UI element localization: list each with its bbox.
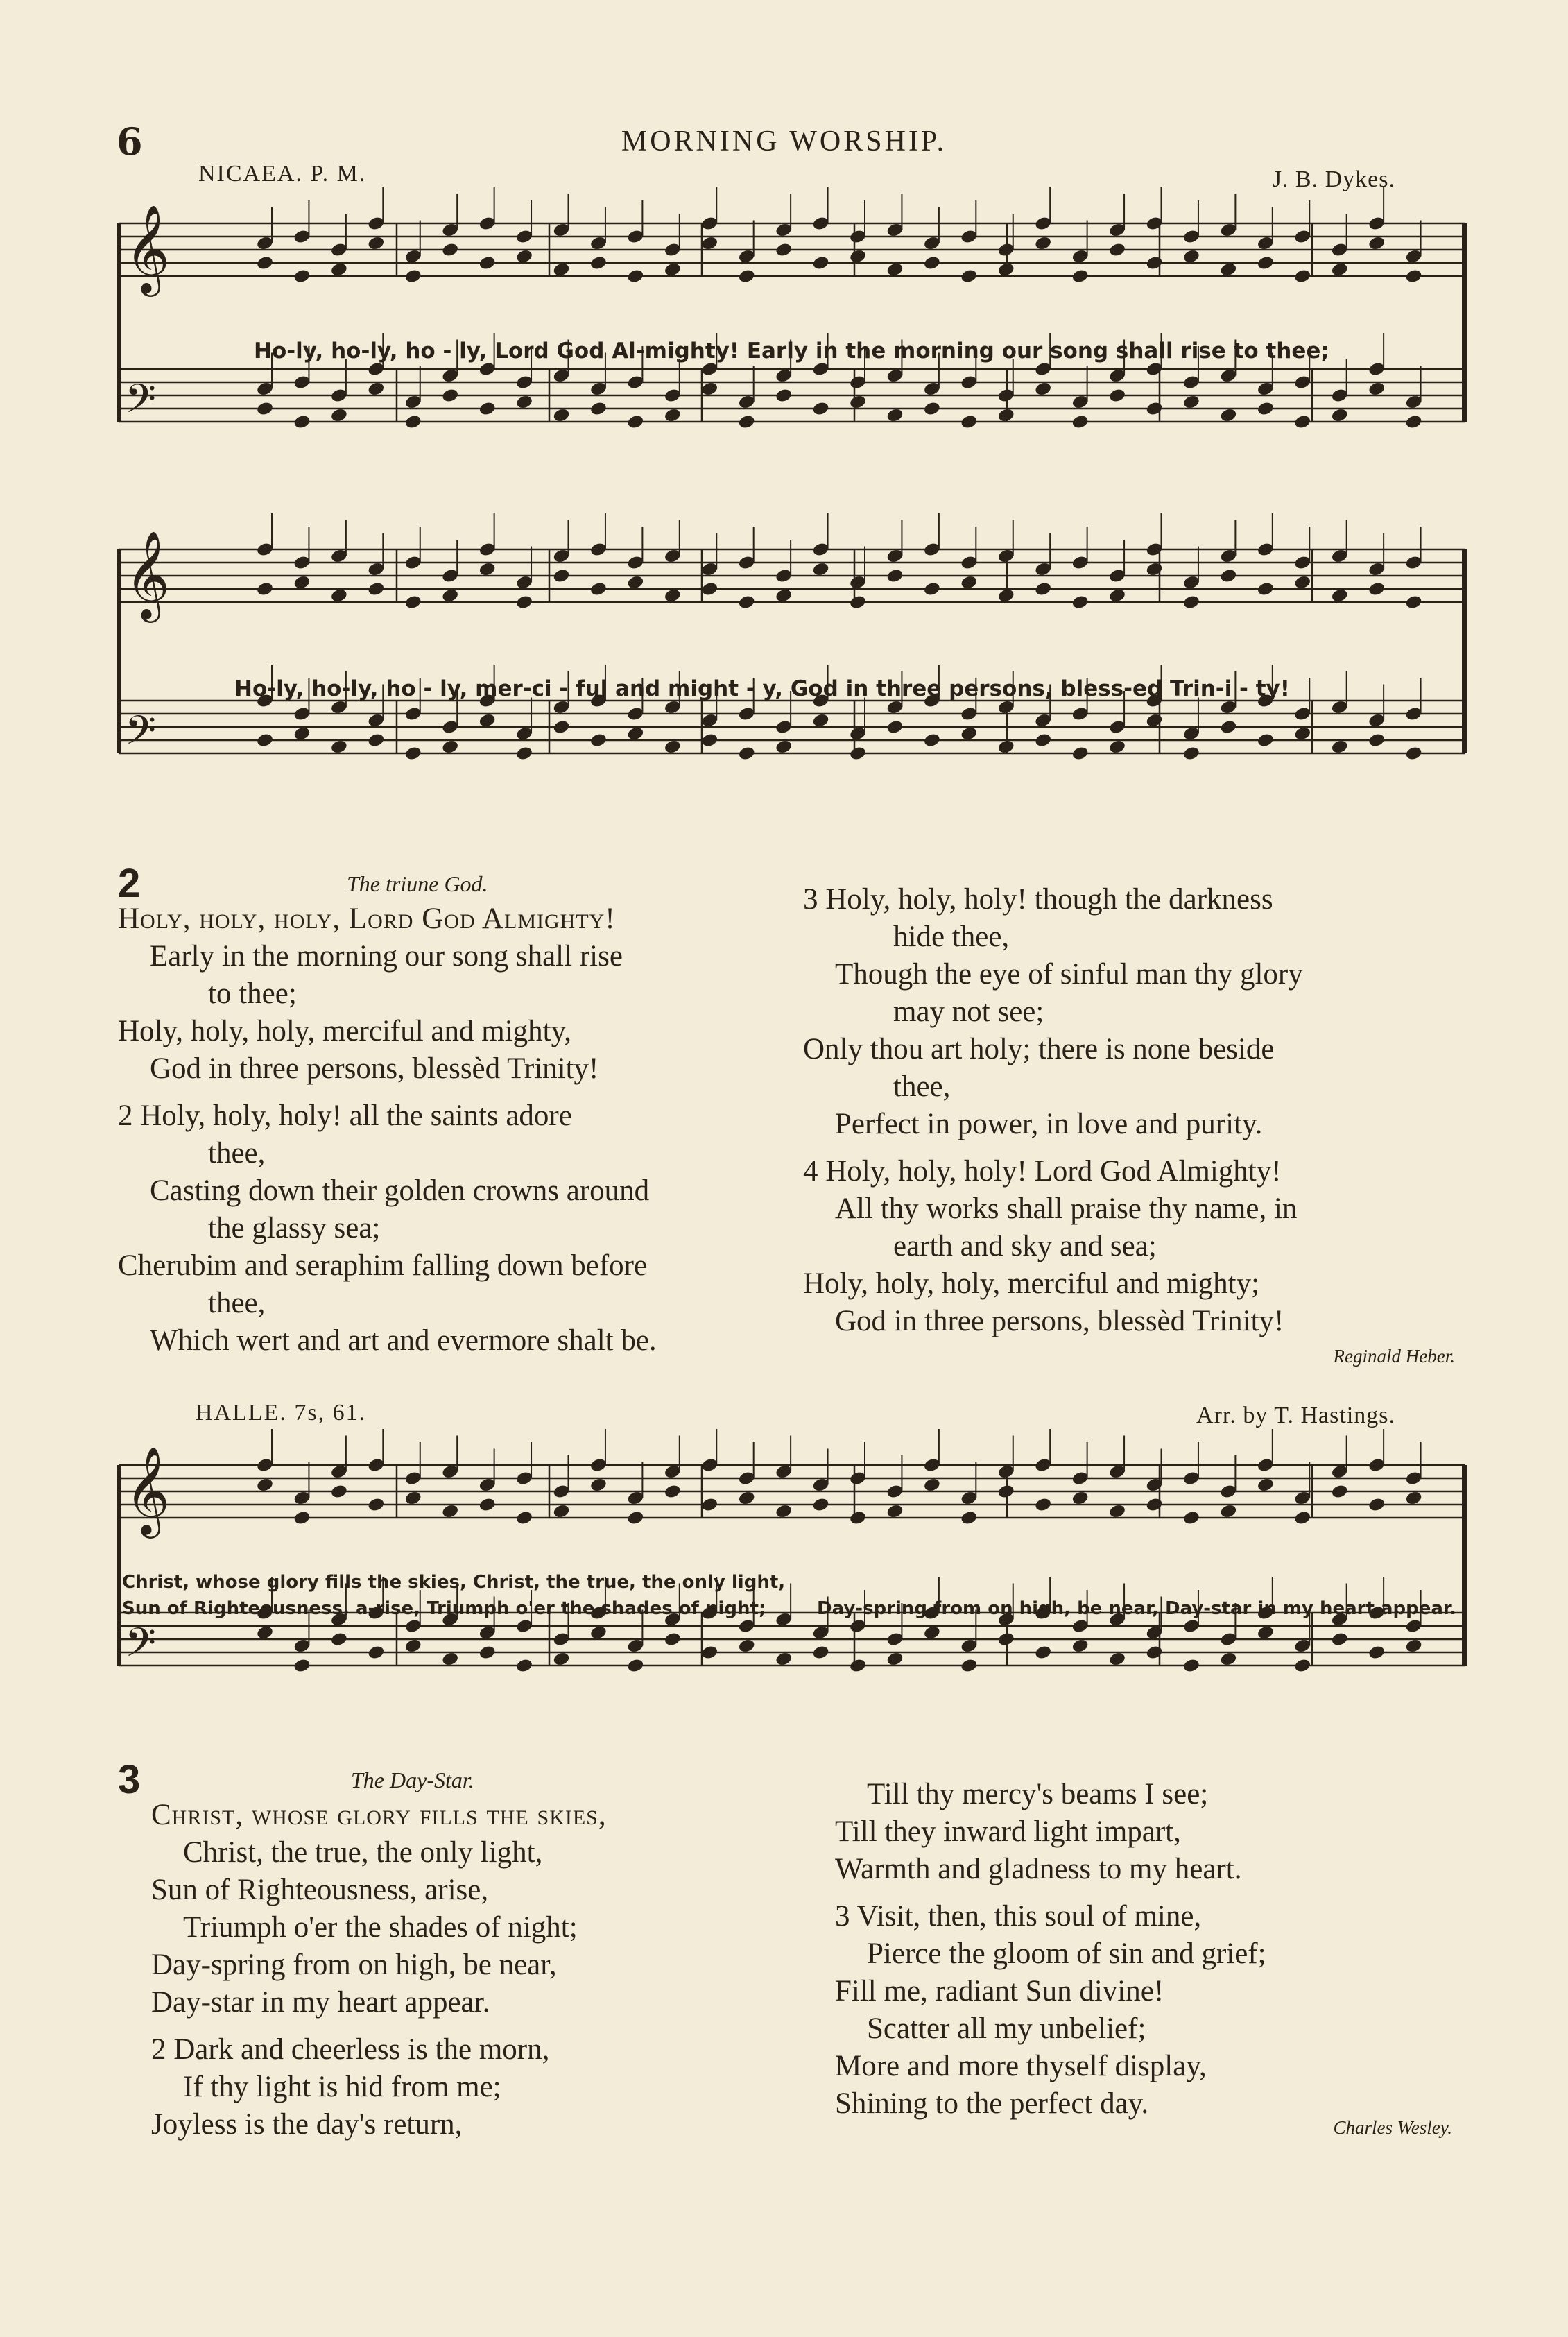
verse-line: Only thou art holy; there is none beside <box>803 1033 1275 1065</box>
verse-line: Christ, the true, the only light, <box>183 1836 543 1869</box>
verse-line: Till thy mercy's beams I see; <box>867 1778 1209 1810</box>
note-head <box>664 1632 682 1647</box>
lyric-underlay-3a: Christ, whose glory fills the skies, Christ, the true, the only light, <box>122 1572 786 1593</box>
note-head <box>1293 1510 1311 1526</box>
note-head <box>1257 1477 1275 1493</box>
note-head <box>1368 1497 1386 1513</box>
note-head <box>626 1510 644 1526</box>
lyric-underlay-3b: Sun of Righteousness, a-rise, Triumph o'er the shades of night; <box>122 1598 766 1619</box>
note-head <box>1071 1490 1089 1506</box>
composer-hastings: Arr. by T. Hastings. <box>1196 1403 1395 1428</box>
note-head <box>626 1658 644 1674</box>
verse-line: the glassy sea; <box>208 1212 381 1244</box>
verse-line: More and more thyself display, <box>835 2050 1207 2082</box>
note-head <box>479 1497 497 1513</box>
note-head <box>849 1658 867 1674</box>
verse-line: thee, <box>208 1137 266 1170</box>
verse-line: 2 Dark and cheerless is the morn, <box>151 2033 550 2066</box>
note-head <box>441 1651 459 1667</box>
page-number: 6 <box>117 119 143 164</box>
treble-clef-icon: 𝄞 <box>125 530 171 619</box>
hymn-subtitle-triune: The triune God. <box>347 871 488 896</box>
note-head <box>1219 1651 1237 1667</box>
note-head <box>367 1645 385 1661</box>
verse-line: Warmth and gladness to my heart. <box>835 1853 1242 1885</box>
note-head <box>1182 1658 1200 1674</box>
note-head <box>738 1638 756 1654</box>
bass-clef-icon: 𝄢 <box>125 707 157 764</box>
verse-line: Shining to the perfect day. <box>835 2087 1149 2120</box>
tune-name-nicaea: NICAEA. P. M. <box>198 161 367 187</box>
note-head <box>1368 1645 1386 1661</box>
verse-line: 4 Holy, holy, holy! Lord God Almighty! <box>803 1155 1282 1188</box>
note-head <box>960 1510 978 1526</box>
note-head <box>1145 1645 1163 1661</box>
verse-line: 3 Holy, holy, holy! though the darkness <box>803 883 1273 916</box>
author-heber: Reginald Heber. <box>1333 1346 1455 1367</box>
author-wesley: Charles Wesley. <box>1333 2117 1452 2138</box>
verse-line: Holy, holy, holy, Lord God Almighty! <box>118 902 616 935</box>
note-head <box>589 1477 608 1493</box>
lyric-underlay-line-1: Ho-ly, ho-ly, ho - ly, Lord God Al-mighty! Early in the morning our song shall rise to thee; <box>254 339 1329 363</box>
note-head <box>1034 1497 1052 1513</box>
verse-line: Holy, holy, holy, merciful and mighty, <box>118 1015 572 1047</box>
note-head <box>330 1632 348 1647</box>
note-head <box>1293 1658 1311 1674</box>
verse-line: Perfect in power, in love and purity. <box>835 1108 1263 1140</box>
tune-name-halle: HALLE. 7s, 61. <box>196 1400 367 1426</box>
note-head <box>775 1651 793 1667</box>
note-head <box>923 1477 941 1493</box>
note-head <box>997 1484 1015 1500</box>
note-head <box>1404 1638 1422 1654</box>
verse-line: Casting down their golden crowns around <box>150 1174 650 1207</box>
note-head <box>1404 1490 1422 1506</box>
note-head <box>256 1477 274 1493</box>
verse-line: God in three persons, blessèd Trinity! <box>150 1052 599 1085</box>
note-head <box>515 1510 533 1526</box>
verse-line: Christ, whose glory fills the skies, <box>151 1799 607 1831</box>
hymn2-verses-left <box>151 1797 607 2143</box>
note-head <box>552 1651 570 1667</box>
bass-clef-icon: 𝄢 <box>125 375 157 432</box>
note-head <box>367 1497 385 1513</box>
note-head <box>256 1625 274 1641</box>
verse-line: Pierce the gloom of sin and grief; <box>867 1937 1266 1970</box>
verse-line: Triumph o'er the shades of night; <box>183 1911 578 1944</box>
verse-line: Till they inward light impart, <box>835 1815 1181 1848</box>
lyric-underlay-3c: Day-spring from on high, be near, Day-star in my heart appear. <box>817 1598 1456 1619</box>
verse-line: thee, <box>893 1070 951 1103</box>
verse-line: Early in the morning our song shall rise <box>150 940 623 973</box>
note-head <box>997 1632 1015 1647</box>
verse-line: If thy light is hid from me; <box>183 2071 501 2103</box>
note-head <box>1219 1503 1237 1519</box>
note-head <box>1145 1497 1163 1513</box>
verse-line: hide thee, <box>893 921 1010 953</box>
note-head <box>700 1497 718 1513</box>
note-head <box>1331 1632 1349 1647</box>
note-head <box>1108 1651 1126 1667</box>
note-head <box>1108 1503 1126 1519</box>
note-head <box>811 1645 829 1661</box>
note-head <box>775 1503 793 1519</box>
note-head <box>1257 1625 1275 1641</box>
hymn-number-2: 2 <box>118 861 141 906</box>
verse-line: Holy, holy, holy, merciful and mighty; <box>803 1267 1260 1300</box>
verse-line: thee, <box>208 1287 266 1319</box>
note-head <box>886 1651 904 1667</box>
note-head <box>589 1625 608 1641</box>
verse-line: 3 Visit, then, this soul of mine, <box>835 1900 1202 1933</box>
note-head <box>330 1484 348 1500</box>
note-head <box>664 1484 682 1500</box>
hymn-subtitle-daystar: The Day-Star. <box>351 1767 474 1792</box>
note-head <box>1071 1638 1089 1654</box>
verse-line: Day-spring from on high, be near, <box>151 1949 557 1981</box>
verse-line: Sun of Righteousness, arise, <box>151 1874 489 1906</box>
hymn2-verses-right <box>835 1776 1266 2123</box>
verse-line: earth and sky and sea; <box>893 1230 1157 1262</box>
note-head <box>923 1625 941 1641</box>
note-head <box>293 1658 311 1674</box>
verse-line: Scatter all my unbelief; <box>867 2012 1146 2045</box>
hymn-number-3: 3 <box>118 1757 141 1802</box>
note-head <box>441 1503 459 1519</box>
note-head <box>1182 1510 1200 1526</box>
verse-line: Day-star in my heart appear. <box>151 1986 490 2019</box>
staff <box>119 1429 1465 1539</box>
verse-line: to thee; <box>208 977 297 1010</box>
note-head <box>811 1497 829 1513</box>
verse-line: All thy works shall praise thy name, in <box>835 1192 1298 1225</box>
note-head <box>886 1503 904 1519</box>
note-head <box>515 1658 533 1674</box>
note-head <box>404 1490 422 1506</box>
verse-line: God in three persons, blessèd Trinity! <box>835 1305 1284 1337</box>
treble-clef-icon: 𝄞 <box>125 1446 171 1534</box>
note-head <box>293 1510 311 1526</box>
verse-line: may not see; <box>893 995 1044 1028</box>
verse-line: Cherubim and seraphim falling down before <box>118 1249 648 1282</box>
note-head <box>1034 1645 1052 1661</box>
bass-clef-icon: 𝄢 <box>125 1619 157 1676</box>
note-head <box>849 1510 867 1526</box>
composer-dykes: J. B. Dykes. <box>1272 166 1395 192</box>
running-head: MORNING WORSHIP. <box>621 126 947 157</box>
note-head <box>738 1490 756 1506</box>
note-head <box>479 1645 497 1661</box>
verse-line: Joyless is the day's return, <box>151 2108 463 2141</box>
note-head <box>404 1638 422 1654</box>
note-head <box>552 1503 570 1519</box>
verse-line: 2 Holy, holy, holy! all the saints adore <box>118 1099 572 1132</box>
verse-line: Which wert and art and evermore shalt be. <box>150 1324 657 1357</box>
note-head <box>960 1658 978 1674</box>
note-head <box>700 1645 718 1661</box>
verse-line: Fill me, radiant Sun divine! <box>835 1975 1164 2008</box>
note-head <box>1331 1484 1349 1500</box>
lyric-underlay-line-2: Ho-ly, ho-ly, ho - ly, mer-ci - ful and might - y, God in three persons, bless-ed Trin-i - ty! <box>234 676 1290 701</box>
treble-clef-icon: 𝄞 <box>125 204 171 293</box>
verse-line: Though the eye of sinful man thy glory <box>835 958 1303 991</box>
